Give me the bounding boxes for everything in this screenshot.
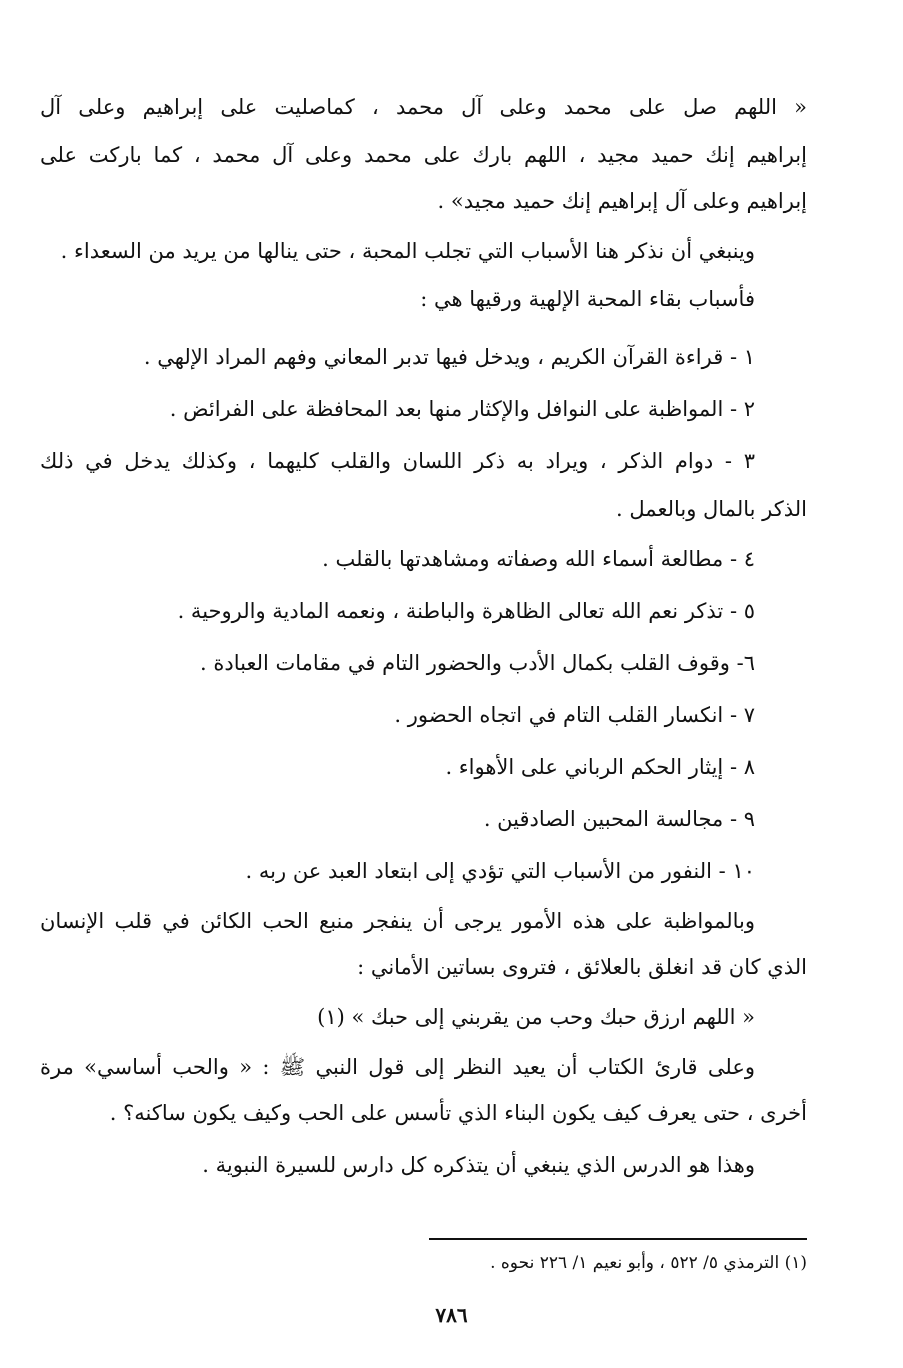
page-number: ٧٨٦: [435, 1303, 468, 1327]
salawat-line-3: إبراهيم وعلى آل إبراهيم إنك حميد مجيد» .: [437, 189, 807, 213]
list-item-4: ٤ - مطالعة أسماء الله وصفاته ومشاهدتها بالقلب .: [322, 547, 755, 571]
list-item-1: ١ - قراءة القرآن الكريم ، ويدخل فيها تدبر المعاني وفهم المراد الإلهي .: [143, 345, 755, 369]
list-item-2: ٢ - المواظبة على النوافل والإكثار منها بعد المحافظة على الفرائض .: [169, 397, 755, 421]
intro-paragraph: وينبغي أن نذكر هنا الأسباب التي تجلب المحبة ، حتى ينالها من يريد من السعداء .: [60, 239, 755, 263]
list-item-5: ٥ - تذكر نعم الله تعالى الظاهرة والباطنة ، ونعمه المادية والروحية .: [177, 599, 755, 623]
footnote: (١) الترمذي ٥/ ٥٢٢ ، وأبو نعيم ١/ ٢٢٦ نحوه .: [490, 1253, 807, 1273]
salawat-line-1: « اللهم صل على محمد وعلى آل محمد ، كماصليت على إبراهيم وعلى آل: [40, 95, 807, 119]
closing-paragraph-2-line-1: وعلى قارئ الكتاب أن يعيد النظر إلى قول النبي ﷺ : « والحب أساسي» مرة: [40, 1055, 755, 1079]
salawat-line-2: إبراهيم إنك حميد مجيد ، اللهم بارك على محمد وعلى آل محمد ، كما باركت على: [40, 143, 807, 167]
list-item-3: ٣ - دوام الذكر ، ويراد به ذكر اللسان والقلب كليهما ، وكذلك يدخل في ذلك: [40, 449, 755, 473]
closing-paragraph-3: وهذا هو الدرس الذي ينبغي أن يتذكره كل دارس للسيرة النبوية .: [202, 1153, 755, 1177]
list-item-10: ١٠ - النفور من الأسباب التي تؤدي إلى ابتعاد العبد عن ربه .: [245, 859, 755, 883]
causes-heading: فأسباب بقاء المحبة الإلهية ورقيها هي :: [420, 287, 755, 311]
list-item-8: ٨ - إيثار الحكم الرباني على الأهواء .: [445, 755, 755, 779]
footnote-separator: [429, 1238, 807, 1240]
list-item-9: ٩ - مجالسة المحبين الصادقين .: [483, 807, 755, 831]
dua-quote: « اللهم ارزق حبك وحب من يقربني إلى حبك » (١): [317, 1005, 755, 1029]
list-item-3-continued: الذكر بالمال وبالعمل .: [616, 497, 807, 521]
list-item-6: ٦- وقوف القلب بكمال الأدب والحضور التام في مقامات العبادة .: [200, 651, 755, 675]
closing-paragraph-1-line-2: الذي كان قد انغلق بالعلائق ، فتروى بساتين الأماني :: [357, 955, 807, 979]
closing-paragraph-1-line-1: وبالمواظبة على هذه الأمور يرجى أن ينفجر منبع الحب الكائن في قلب الإنسان: [40, 909, 755, 933]
list-item-7: ٧ - انكسار القلب التام في اتجاه الحضور .: [394, 703, 755, 727]
closing-paragraph-2-line-2: أخرى ، حتى يعرف كيف يكون البناء الذي تأسس على الحب وكيف يكون ساكنه؟ .: [109, 1101, 807, 1125]
